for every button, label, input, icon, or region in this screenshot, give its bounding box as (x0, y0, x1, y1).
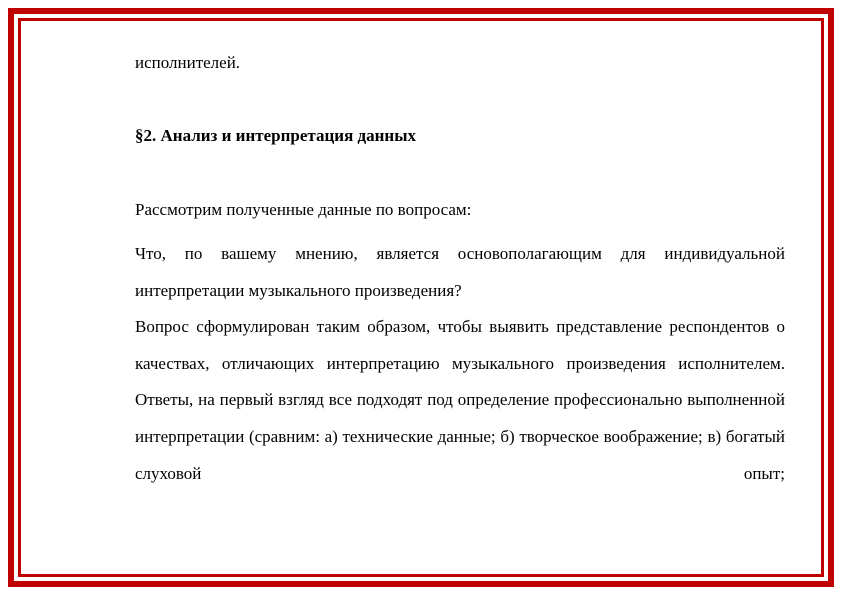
intro-line: Рассмотрим полученные данные по вопросам: (135, 200, 472, 219)
analysis-paragraph: Вопрос сформулирован таким образом, чтобы выявить представление респондентов о качествах, отличающих интерпретацию музыкального произведения исполнителем. Ответы, на первый взгляд все подходят под определение профессионально выполненной интерпретации (сравним: а) технические данные; б) творческое воображение; в) богатый слуховой опыт; (135, 317, 785, 483)
question-paragraph: Что, по вашему мнению, является основополагающим для индивидуальной интерпретации музыкального произведения? (135, 244, 785, 300)
body-text (135, 236, 785, 492)
previous-text-line: исполнителей. (135, 53, 241, 72)
section-heading: §2. Анализ и интерпретация данных (135, 126, 416, 145)
